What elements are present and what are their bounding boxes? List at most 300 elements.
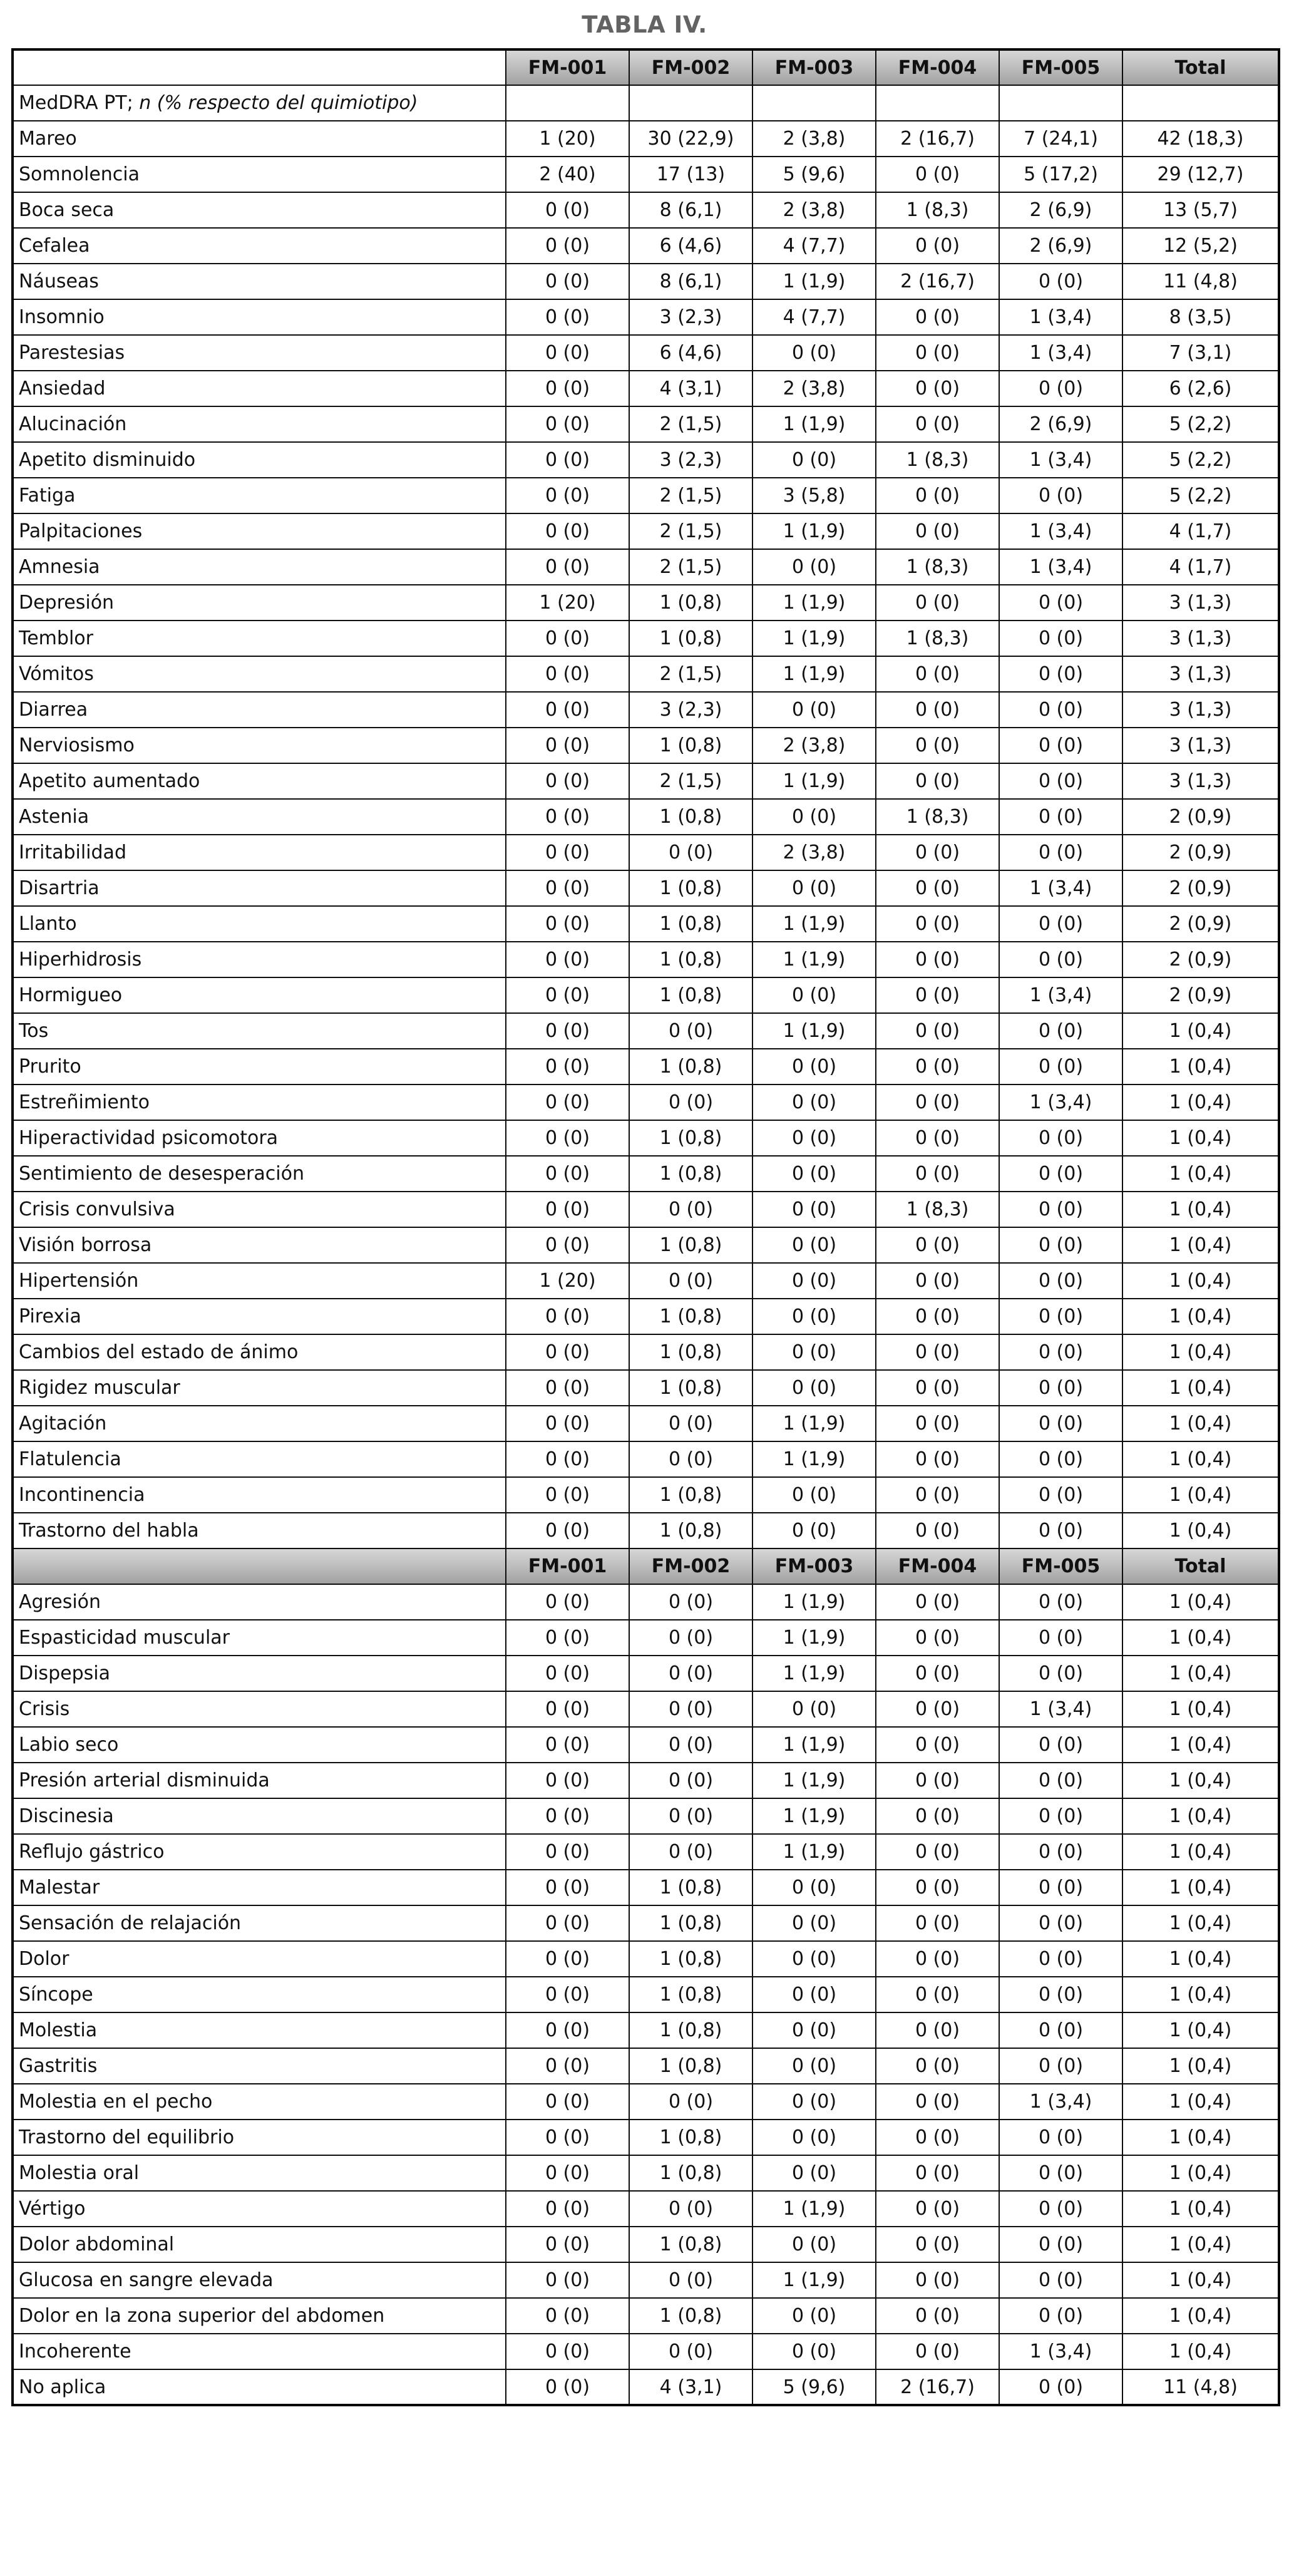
value-cell: 0 (0) bbox=[506, 1406, 629, 1441]
value-cell: 1 (0,4) bbox=[1122, 1870, 1279, 1905]
value-cell: 0 (0) bbox=[876, 692, 999, 728]
value-cell: 0 (0) bbox=[506, 2012, 629, 2048]
row-label: Alucinación bbox=[13, 406, 506, 442]
row-label: Espasticidad muscular bbox=[13, 1620, 506, 1656]
row-label: Presión arterial disminuida bbox=[13, 1763, 506, 1798]
value-cell: 1 (1,9) bbox=[752, 585, 876, 621]
row-label: No aplica bbox=[13, 2369, 506, 2405]
value-cell: 0 (0) bbox=[506, 478, 629, 513]
value-cell: 2 (0,9) bbox=[1122, 799, 1279, 835]
table-row bbox=[13, 1192, 1279, 1227]
table-row bbox=[13, 906, 1279, 942]
value-cell: 0 (0) bbox=[876, 157, 999, 192]
row-label: Glucosa en sangre elevada bbox=[13, 2262, 506, 2298]
value-cell: 11 (4,8) bbox=[1122, 264, 1279, 299]
value-cell: 0 (0) bbox=[752, 549, 876, 585]
value-cell: 7 (3,1) bbox=[1122, 335, 1279, 371]
row-label: Llanto bbox=[13, 906, 506, 942]
value-cell: 0 (0) bbox=[876, 1334, 999, 1370]
value-cell: 0 (0) bbox=[506, 1192, 629, 1227]
value-cell: 0 (0) bbox=[752, 2012, 876, 2048]
value-cell: 1 (0,8) bbox=[629, 1227, 752, 1263]
value-cell: 0 (0) bbox=[999, 692, 1122, 728]
value-cell: 2 (3,8) bbox=[752, 371, 876, 406]
value-cell: 0 (0) bbox=[506, 1227, 629, 1263]
value-cell: 0 (0) bbox=[999, 942, 1122, 977]
row-label: Vómitos bbox=[13, 656, 506, 692]
value-cell: 0 (0) bbox=[752, 2120, 876, 2155]
row-label: Cefalea bbox=[13, 228, 506, 264]
table-row bbox=[13, 1299, 1279, 1334]
value-cell: 42 (18,3) bbox=[1122, 121, 1279, 157]
table-row bbox=[13, 1406, 1279, 1441]
row-label: Somnolencia bbox=[13, 157, 506, 192]
value-cell: 1 (0,4) bbox=[1122, 1299, 1279, 1334]
table-row bbox=[13, 1049, 1279, 1084]
value-cell: 0 (0) bbox=[876, 2227, 999, 2262]
value-cell: 0 (0) bbox=[506, 692, 629, 728]
table-title: TABLA IV. bbox=[582, 11, 707, 38]
value-cell: 4 (7,7) bbox=[752, 228, 876, 264]
value-cell: 0 (0) bbox=[876, 1620, 999, 1656]
value-cell: 0 (0) bbox=[876, 1156, 999, 1192]
table-row bbox=[13, 2227, 1279, 2262]
value-cell: 0 (0) bbox=[629, 1656, 752, 1691]
value-cell: 1 (0,4) bbox=[1122, 1192, 1279, 1227]
value-cell: 0 (0) bbox=[506, 621, 629, 656]
value-cell: 0 (0) bbox=[876, 2048, 999, 2084]
value-cell: 2 (16,7) bbox=[876, 264, 999, 299]
value-cell: 1 (0,8) bbox=[629, 1156, 752, 1192]
value-cell: 0 (0) bbox=[752, 1263, 876, 1299]
row-label: Flatulencia bbox=[13, 1441, 506, 1477]
value-cell: 0 (0) bbox=[876, 1798, 999, 1834]
value-cell: 0 (0) bbox=[876, 835, 999, 870]
value-cell: 0 (0) bbox=[999, 1656, 1122, 1691]
value-cell: 0 (0) bbox=[876, 1763, 999, 1798]
value-cell: 1 (0,4) bbox=[1122, 1691, 1279, 1727]
value-cell: 0 (0) bbox=[999, 1441, 1122, 1477]
subheader-text-italic: n (% respecto del quimiotipo) bbox=[139, 92, 418, 114]
value-cell: 3 (1,3) bbox=[1122, 728, 1279, 763]
value-cell: 0 (0) bbox=[629, 1406, 752, 1441]
value-cell: 8 (6,1) bbox=[629, 192, 752, 228]
value-cell: 0 (0) bbox=[876, 1049, 999, 1084]
column-header-fm-003: FM-003 bbox=[752, 1548, 876, 1584]
value-cell: 0 (0) bbox=[876, 1227, 999, 1263]
row-label: Parestesias bbox=[13, 335, 506, 371]
value-cell: 0 (0) bbox=[876, 1299, 999, 1334]
value-cell: 0 (0) bbox=[876, 1513, 999, 1548]
value-cell: 0 (0) bbox=[629, 1584, 752, 1620]
value-cell: 0 (0) bbox=[876, 585, 999, 621]
row-label: Apetito disminuido bbox=[13, 442, 506, 478]
column-header-fm-004: FM-004 bbox=[876, 49, 999, 85]
value-cell: 0 (0) bbox=[629, 1691, 752, 1727]
value-cell: 1 (0,4) bbox=[1122, 1227, 1279, 1263]
value-cell: 0 (0) bbox=[876, 1406, 999, 1441]
table-row bbox=[13, 1084, 1279, 1120]
value-cell: 1 (8,3) bbox=[876, 799, 999, 835]
table-row bbox=[13, 2155, 1279, 2191]
value-cell: 0 (0) bbox=[876, 2191, 999, 2227]
value-cell: 1 (1,9) bbox=[752, 763, 876, 799]
value-cell: 6 (4,6) bbox=[629, 228, 752, 264]
value-cell: 1 (0,8) bbox=[629, 621, 752, 656]
value-cell: 6 (2,6) bbox=[1122, 371, 1279, 406]
value-cell: 2 (0,9) bbox=[1122, 942, 1279, 977]
table-row bbox=[13, 299, 1279, 335]
table-row bbox=[13, 1263, 1279, 1299]
row-label: Palpitaciones bbox=[13, 513, 506, 549]
value-cell: 2 (3,8) bbox=[752, 835, 876, 870]
table-row bbox=[13, 1977, 1279, 2012]
value-cell: 0 (0) bbox=[506, 977, 629, 1013]
value-cell: 1 (1,9) bbox=[752, 656, 876, 692]
value-cell: 2 (0,9) bbox=[1122, 835, 1279, 870]
value-cell: 0 (0) bbox=[506, 1084, 629, 1120]
table-row bbox=[13, 585, 1279, 621]
value-cell: 0 (0) bbox=[999, 1513, 1122, 1548]
table-body bbox=[13, 49, 1279, 2405]
value-cell: 0 (0) bbox=[999, 2155, 1122, 2191]
table-row bbox=[13, 835, 1279, 870]
value-cell: 0 (0) bbox=[629, 1834, 752, 1870]
value-cell: 3 (5,8) bbox=[752, 478, 876, 513]
value-cell: 0 (0) bbox=[506, 656, 629, 692]
value-cell: 0 (0) bbox=[999, 1834, 1122, 1870]
value-cell: 1 (0,4) bbox=[1122, 1798, 1279, 1834]
value-cell: 1 (1,9) bbox=[752, 942, 876, 977]
value-cell: 0 (0) bbox=[629, 1798, 752, 1834]
value-cell: 0 (0) bbox=[752, 2334, 876, 2369]
subheader-text-normal: MedDRA PT; bbox=[19, 92, 140, 114]
value-cell: 0 (0) bbox=[999, 1406, 1122, 1441]
value-cell: 1 (1,9) bbox=[752, 1620, 876, 1656]
value-cell: 1 (0,8) bbox=[629, 585, 752, 621]
value-cell: 0 (0) bbox=[876, 1727, 999, 1763]
table-row bbox=[13, 1763, 1279, 1798]
value-cell: 0 (0) bbox=[752, 1370, 876, 1406]
value-cell: 1 (3,4) bbox=[999, 513, 1122, 549]
table-row bbox=[13, 1691, 1279, 1727]
value-cell: 0 (0) bbox=[876, 1120, 999, 1156]
row-label: Crisis bbox=[13, 1691, 506, 1727]
value-cell: 0 (0) bbox=[752, 1941, 876, 1977]
value-cell: 0 (0) bbox=[752, 2048, 876, 2084]
row-label: Molestia en el pecho bbox=[13, 2084, 506, 2120]
row-label: Depresión bbox=[13, 585, 506, 621]
row-label: Astenia bbox=[13, 799, 506, 835]
value-cell: 1 (20) bbox=[506, 1263, 629, 1299]
row-label: Irritabilidad bbox=[13, 835, 506, 870]
value-cell: 0 (0) bbox=[752, 1905, 876, 1941]
value-cell: 0 (0) bbox=[876, 335, 999, 371]
value-cell: 2 (0,9) bbox=[1122, 870, 1279, 906]
value-cell: 0 (0) bbox=[506, 1941, 629, 1977]
value-cell: 0 (0) bbox=[752, 442, 876, 478]
value-cell: 0 (0) bbox=[999, 1370, 1122, 1406]
row-label: Prurito bbox=[13, 1049, 506, 1084]
table-row bbox=[13, 513, 1279, 549]
row-label: Nerviosismo bbox=[13, 728, 506, 763]
value-cell: 1 (0,4) bbox=[1122, 1477, 1279, 1513]
value-cell: 0 (0) bbox=[506, 1013, 629, 1049]
value-cell: 0 (0) bbox=[999, 2262, 1122, 2298]
subheader-row bbox=[13, 85, 1279, 121]
value-cell: 0 (0) bbox=[752, 1334, 876, 1370]
value-cell: 0 (0) bbox=[876, 2012, 999, 2048]
value-cell: 3 (1,3) bbox=[1122, 656, 1279, 692]
value-cell: 0 (0) bbox=[506, 2298, 629, 2334]
table-row bbox=[13, 192, 1279, 228]
value-cell: 1 (1,9) bbox=[752, 513, 876, 549]
value-cell: 0 (0) bbox=[752, 1120, 876, 1156]
value-cell: 1 (1,9) bbox=[752, 621, 876, 656]
table-row bbox=[13, 228, 1279, 264]
value-cell: 2 (3,8) bbox=[752, 728, 876, 763]
value-cell: 0 (0) bbox=[752, 1299, 876, 1334]
row-label: Dolor abdominal bbox=[13, 2227, 506, 2262]
value-cell: 0 (0) bbox=[999, 2227, 1122, 2262]
value-cell: 0 (0) bbox=[629, 835, 752, 870]
value-cell: 5 (2,2) bbox=[1122, 442, 1279, 478]
value-cell: 2 (1,5) bbox=[629, 656, 752, 692]
value-cell: 1 (0,4) bbox=[1122, 1013, 1279, 1049]
value-cell: 0 (0) bbox=[999, 2298, 1122, 2334]
value-cell: 0 (0) bbox=[999, 1798, 1122, 1834]
row-label: Diarrea bbox=[13, 692, 506, 728]
value-cell: 2 (3,8) bbox=[752, 121, 876, 157]
row-label: Apetito aumentado bbox=[13, 763, 506, 799]
table-row bbox=[13, 1798, 1279, 1834]
value-cell: 1 (1,9) bbox=[752, 906, 876, 942]
row-label: Gastritis bbox=[13, 2048, 506, 2084]
value-cell: 0 (0) bbox=[999, 1977, 1122, 2012]
row-label: Vértigo bbox=[13, 2191, 506, 2227]
column-header-fm-001: FM-001 bbox=[506, 1548, 629, 1584]
value-cell: 1 (0,4) bbox=[1122, 1156, 1279, 1192]
value-cell: 0 (0) bbox=[752, 1477, 876, 1513]
value-cell: 3 (2,3) bbox=[629, 692, 752, 728]
row-label: Hiperactividad psicomotora bbox=[13, 1120, 506, 1156]
value-cell: 0 (0) bbox=[506, 2334, 629, 2369]
table-row bbox=[13, 121, 1279, 157]
value-cell: 0 (0) bbox=[506, 371, 629, 406]
value-cell: 1 (0,4) bbox=[1122, 1905, 1279, 1941]
value-cell: 0 (0) bbox=[999, 799, 1122, 835]
row-label: Reflujo gástrico bbox=[13, 1834, 506, 1870]
value-cell: 1 (0,8) bbox=[629, 2227, 752, 2262]
value-cell: 5 (2,2) bbox=[1122, 406, 1279, 442]
table-row bbox=[13, 942, 1279, 977]
value-cell: 0 (0) bbox=[506, 2262, 629, 2298]
value-cell: 1 (0,4) bbox=[1122, 2120, 1279, 2155]
value-cell: 0 (0) bbox=[999, 1905, 1122, 1941]
value-cell: 1 (0,8) bbox=[629, 1334, 752, 1370]
table-row bbox=[13, 478, 1279, 513]
value-cell: 1 (1,9) bbox=[752, 1834, 876, 1870]
row-label: Molestia oral bbox=[13, 2155, 506, 2191]
value-cell: 1 (0,8) bbox=[629, 1477, 752, 1513]
value-cell: 0 (0) bbox=[999, 1156, 1122, 1192]
column-header-fm-001: FM-001 bbox=[506, 49, 629, 85]
value-cell: 0 (0) bbox=[876, 1905, 999, 1941]
value-cell: 0 (0) bbox=[999, 835, 1122, 870]
value-cell: 0 (0) bbox=[999, 763, 1122, 799]
row-label: Incoherente bbox=[13, 2334, 506, 2369]
value-cell: 0 (0) bbox=[506, 1798, 629, 1834]
value-cell: 0 (0) bbox=[752, 1084, 876, 1120]
row-label: Discinesia bbox=[13, 1798, 506, 1834]
value-cell: 0 (0) bbox=[506, 2120, 629, 2155]
value-cell: 1 (1,9) bbox=[752, 1013, 876, 1049]
value-cell: 8 (6,1) bbox=[629, 264, 752, 299]
row-label: Disartria bbox=[13, 870, 506, 906]
value-cell: 1 (0,4) bbox=[1122, 2191, 1279, 2227]
value-cell: 0 (0) bbox=[629, 1084, 752, 1120]
value-cell: 0 (0) bbox=[876, 1691, 999, 1727]
value-cell: 1 (0,8) bbox=[629, 1513, 752, 1548]
value-cell: 0 (0) bbox=[999, 264, 1122, 299]
value-cell: 1 (0,8) bbox=[629, 1977, 752, 2012]
header-row bbox=[13, 49, 1279, 85]
value-cell: 0 (0) bbox=[876, 299, 999, 335]
value-cell: 0 (0) bbox=[876, 2120, 999, 2155]
value-cell: 1 (0,8) bbox=[629, 1941, 752, 1977]
value-cell: 0 (0) bbox=[506, 2227, 629, 2262]
value-cell: 0 (0) bbox=[876, 763, 999, 799]
value-cell: 1 (0,4) bbox=[1122, 1727, 1279, 1763]
value-cell: 0 (0) bbox=[752, 335, 876, 371]
value-cell: 0 (0) bbox=[506, 442, 629, 478]
value-cell: 1 (8,3) bbox=[876, 621, 999, 656]
row-label: Sentimiento de desesperación bbox=[13, 1156, 506, 1192]
value-cell: 0 (0) bbox=[999, 1120, 1122, 1156]
value-cell: 2 (6,9) bbox=[999, 406, 1122, 442]
value-cell: 11 (4,8) bbox=[1122, 2369, 1279, 2405]
value-cell: 2 (16,7) bbox=[876, 121, 999, 157]
value-cell: 1 (1,9) bbox=[752, 1798, 876, 1834]
value-cell: 1 (0,8) bbox=[629, 728, 752, 763]
value-cell: 4 (3,1) bbox=[629, 371, 752, 406]
value-cell: 2 (1,5) bbox=[629, 763, 752, 799]
table-row bbox=[13, 1370, 1279, 1406]
value-cell: 0 (0) bbox=[876, 1870, 999, 1905]
value-cell: 0 (0) bbox=[629, 1192, 752, 1227]
value-cell: 1 (8,3) bbox=[876, 1192, 999, 1227]
value-cell: 0 (0) bbox=[506, 406, 629, 442]
value-cell: 5 (9,6) bbox=[752, 2369, 876, 2405]
value-cell: 0 (0) bbox=[752, 2084, 876, 2120]
value-cell: 1 (0,8) bbox=[629, 870, 752, 906]
table-row bbox=[13, 1584, 1279, 1620]
value-cell: 1 (8,3) bbox=[876, 549, 999, 585]
table-row bbox=[13, 728, 1279, 763]
value-cell: 0 (0) bbox=[506, 1334, 629, 1370]
row-label: Hiperhidrosis bbox=[13, 942, 506, 977]
table-row bbox=[13, 1727, 1279, 1763]
value-cell: 3 (2,3) bbox=[629, 299, 752, 335]
row-label: Hipertensión bbox=[13, 1263, 506, 1299]
value-cell: 0 (0) bbox=[876, 1941, 999, 1977]
value-cell: 4 (1,7) bbox=[1122, 513, 1279, 549]
value-cell: 3 (1,3) bbox=[1122, 692, 1279, 728]
value-cell: 0 (0) bbox=[752, 2155, 876, 2191]
value-cell: 1 (0,8) bbox=[629, 2298, 752, 2334]
value-cell: 1 (8,3) bbox=[876, 192, 999, 228]
value-cell: 0 (0) bbox=[506, 799, 629, 835]
value-cell: 0 (0) bbox=[629, 1727, 752, 1763]
value-cell: 0 (0) bbox=[876, 1477, 999, 1513]
table-row bbox=[13, 1656, 1279, 1691]
value-cell: 0 (0) bbox=[876, 513, 999, 549]
value-cell: 0 (0) bbox=[999, 371, 1122, 406]
row-label: Boca seca bbox=[13, 192, 506, 228]
table-row bbox=[13, 549, 1279, 585]
value-cell: 0 (0) bbox=[876, 2084, 999, 2120]
value-cell: 0 (0) bbox=[999, 621, 1122, 656]
row-label: Náuseas bbox=[13, 264, 506, 299]
value-cell: 0 (0) bbox=[506, 1299, 629, 1334]
value-cell: 0 (0) bbox=[752, 1227, 876, 1263]
row-label: Amnesia bbox=[13, 549, 506, 585]
value-cell: 0 (0) bbox=[506, 870, 629, 906]
value-cell: 2 (1,5) bbox=[629, 549, 752, 585]
value-cell: 0 (0) bbox=[999, 1870, 1122, 1905]
value-cell: 0 (0) bbox=[999, 728, 1122, 763]
row-label: Estreñimiento bbox=[13, 1084, 506, 1120]
value-cell: 0 (0) bbox=[752, 2227, 876, 2262]
value-cell: 1 (3,4) bbox=[999, 442, 1122, 478]
table-row bbox=[13, 2120, 1279, 2155]
value-cell: 1 (20) bbox=[506, 121, 629, 157]
value-cell: 0 (0) bbox=[999, 1299, 1122, 1334]
value-cell: 1 (1,9) bbox=[752, 1727, 876, 1763]
value-cell: 0 (0) bbox=[876, 906, 999, 942]
value-cell: 5 (17,2) bbox=[999, 157, 1122, 192]
value-cell: 0 (0) bbox=[506, 1977, 629, 2012]
value-cell: 0 (0) bbox=[999, 585, 1122, 621]
table-row bbox=[13, 2048, 1279, 2084]
table-row bbox=[13, 1620, 1279, 1656]
value-cell: 0 (0) bbox=[876, 228, 999, 264]
value-cell: 8 (3,5) bbox=[1122, 299, 1279, 335]
value-cell: 4 (1,7) bbox=[1122, 549, 1279, 585]
row-label: Visión borrosa bbox=[13, 1227, 506, 1263]
table-row bbox=[13, 371, 1279, 406]
value-cell: 3 (1,3) bbox=[1122, 585, 1279, 621]
row-label: Crisis convulsiva bbox=[13, 1192, 506, 1227]
value-cell: 0 (0) bbox=[999, 1227, 1122, 1263]
empty-cell bbox=[506, 85, 629, 121]
header-corner-cell bbox=[13, 1548, 506, 1584]
value-cell: 1 (0,4) bbox=[1122, 1513, 1279, 1548]
value-cell: 0 (0) bbox=[752, 1977, 876, 2012]
value-cell: 0 (0) bbox=[752, 1870, 876, 1905]
value-cell: 1 (0,4) bbox=[1122, 2334, 1279, 2369]
value-cell: 1 (3,4) bbox=[999, 1084, 1122, 1120]
value-cell: 1 (8,3) bbox=[876, 442, 999, 478]
value-cell: 0 (0) bbox=[629, 1441, 752, 1477]
table-row bbox=[13, 692, 1279, 728]
value-cell: 1 (0,4) bbox=[1122, 2048, 1279, 2084]
value-cell: 0 (0) bbox=[999, 2191, 1122, 2227]
subheader-label bbox=[13, 85, 506, 121]
value-cell: 0 (0) bbox=[629, 2084, 752, 2120]
column-header-total: Total bbox=[1122, 1548, 1279, 1584]
value-cell: 0 (0) bbox=[506, 942, 629, 977]
